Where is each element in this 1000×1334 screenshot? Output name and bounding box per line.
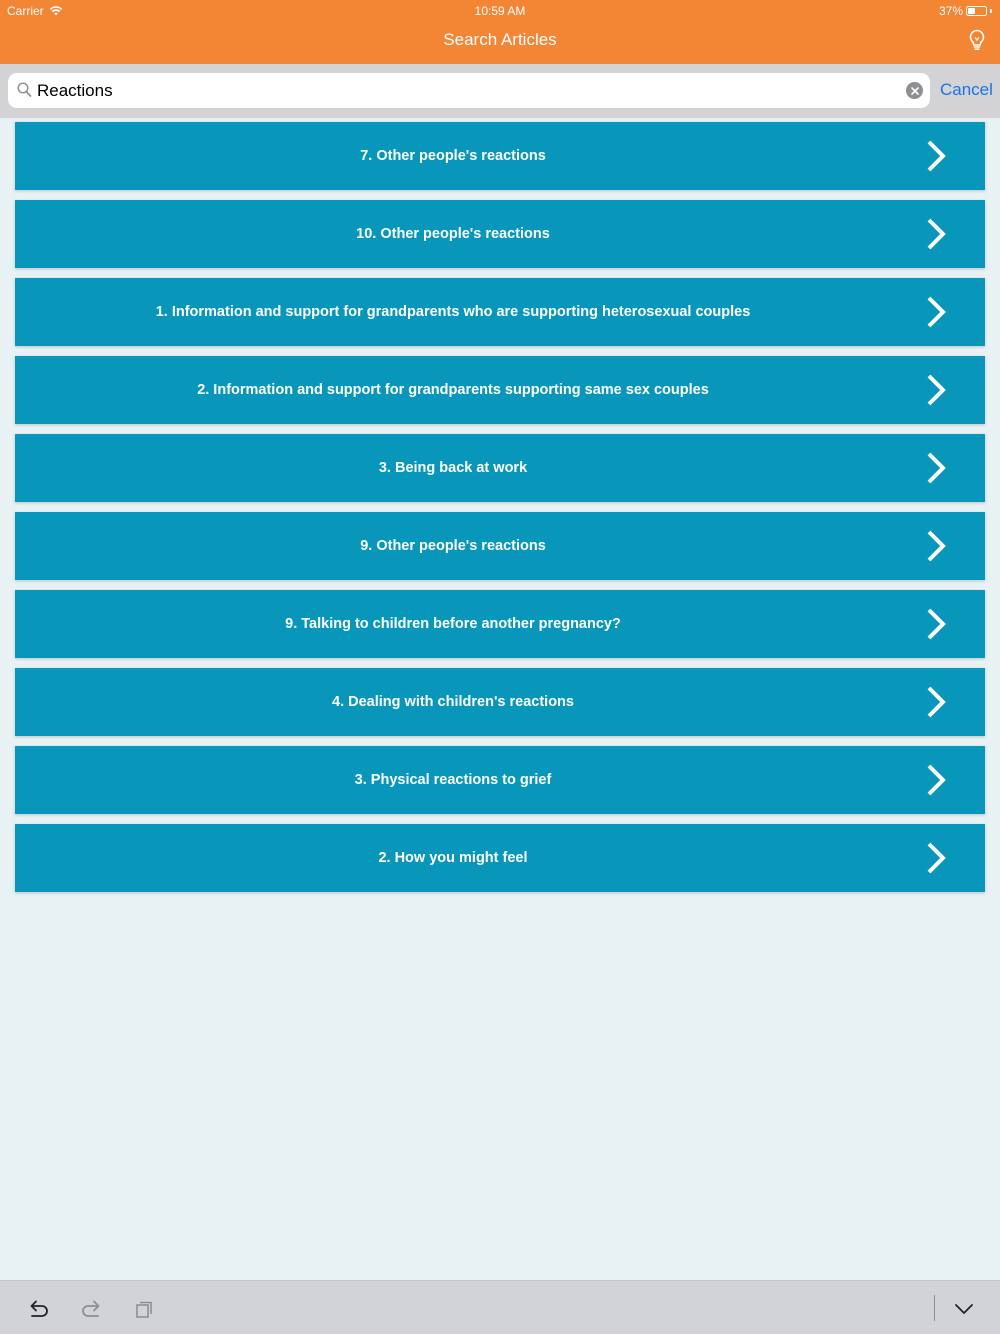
search-icon [17,82,32,98]
result-row[interactable] [15,434,985,502]
result-row[interactable] [15,512,985,580]
search-input[interactable] [37,73,897,108]
clear-search-button[interactable] [906,82,923,99]
chevron-right-icon [925,529,949,563]
dismiss-keyboard-button[interactable] [951,1296,977,1322]
battery-percent: 37% [938,4,963,18]
undo-icon [27,1298,51,1320]
redo-button[interactable] [78,1296,104,1322]
lightbulb-button[interactable] [964,27,990,53]
chevron-right-icon [925,685,949,719]
result-label: 1. Information and support for grandparents who are supporting heterosexual couples [155,304,751,320]
battery-status [939,4,992,18]
lightbulb-icon [965,28,989,52]
result-row[interactable] [15,746,985,814]
chevron-right-icon [925,295,949,329]
chevron-right-icon [925,217,949,251]
chevron-right-icon [925,373,949,407]
paste-button[interactable] [131,1296,157,1322]
chevron-right-icon [925,841,949,875]
page-title: Search Articles [443,30,557,49]
result-row[interactable] [15,278,985,346]
result-row[interactable] [15,824,985,892]
redo-icon [79,1298,103,1320]
navigation-header [0,0,1000,64]
chevron-right-icon [925,607,949,641]
close-icon [911,87,919,95]
result-label: 9. Other people's reactions [360,538,546,554]
result-row[interactable] [15,668,985,736]
paste-icon [133,1298,155,1320]
result-label: 2. How you might feel [378,850,528,866]
cancel-button[interactable]: Cancel [940,80,993,99]
dismiss-keyboard-icon [953,1302,975,1316]
result-row[interactable] [15,356,985,424]
result-row[interactable] [15,590,985,658]
toolbar-divider [934,1295,935,1321]
search-results-list [15,122,985,902]
result-row[interactable] [15,122,985,190]
result-row[interactable] [15,200,985,268]
status-time: 10:59 AM [474,4,526,18]
status-bar [0,0,1000,22]
result-label: 3. Being back at work [378,460,528,476]
result-label: 2. Information and support for grandparents supporting same sex couples [197,382,709,398]
result-label: 9. Talking to children before another pregnancy? [285,616,621,632]
result-label: 3. Physical reactions to grief [354,772,552,788]
carrier-label: Carrier [7,4,44,18]
undo-button[interactable] [26,1296,52,1322]
search-bar [0,64,1000,118]
result-label: 4. Dealing with children's reactions [332,694,574,710]
result-label: 7. Other people's reactions [360,148,546,164]
search-field[interactable] [8,73,930,108]
chevron-right-icon [925,451,949,485]
battery-icon [966,6,987,16]
result-label: 10. Other people's reactions [356,226,550,242]
chevron-right-icon [925,139,949,173]
keyboard-toolbar [0,1280,1000,1334]
chevron-right-icon [925,763,949,797]
